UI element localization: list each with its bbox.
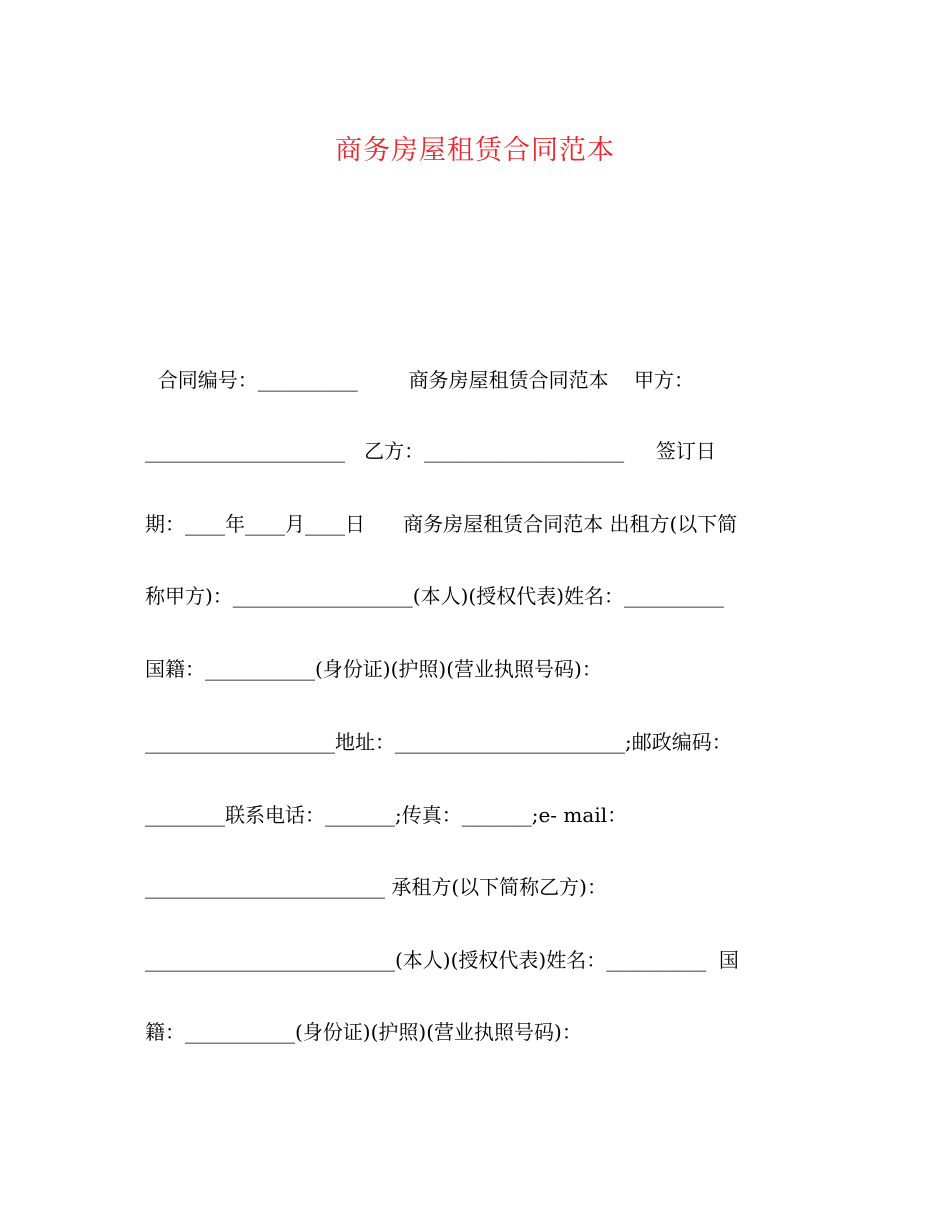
body-line-7: ________联系电话：_______;传真：_______;e- mail：	[145, 803, 628, 827]
document-title: 商务房屋租赁合同范本	[335, 135, 615, 166]
body-line-1: 合同编号：__________ 商务房屋租赁合同范本 甲方：	[145, 368, 695, 392]
body-line-3: 期：____年____月____日 商务房屋租赁合同范本 出租方(以下简	[145, 512, 738, 536]
body-line-10: 籍：___________(身份证)(护照)(营业执照号码)：	[145, 1020, 582, 1044]
body-line-6: ___________________地址：_______________________;邮政编码：	[145, 730, 732, 754]
body-line-2: ____________________ 乙方：____________________ 签订日	[145, 439, 716, 463]
body-line-4: 称甲方)：__________________(本人)(授权代表)姓名：__________	[145, 584, 725, 608]
body-line-5: 国籍：___________(身份证)(护照)(营业执照号码)：	[145, 657, 602, 681]
body-line-9: _________________________(本人)(授权代表)姓名：__________ 国	[145, 948, 739, 972]
body-line-8: ________________________ 承租方(以下简称乙方)：	[145, 875, 607, 899]
